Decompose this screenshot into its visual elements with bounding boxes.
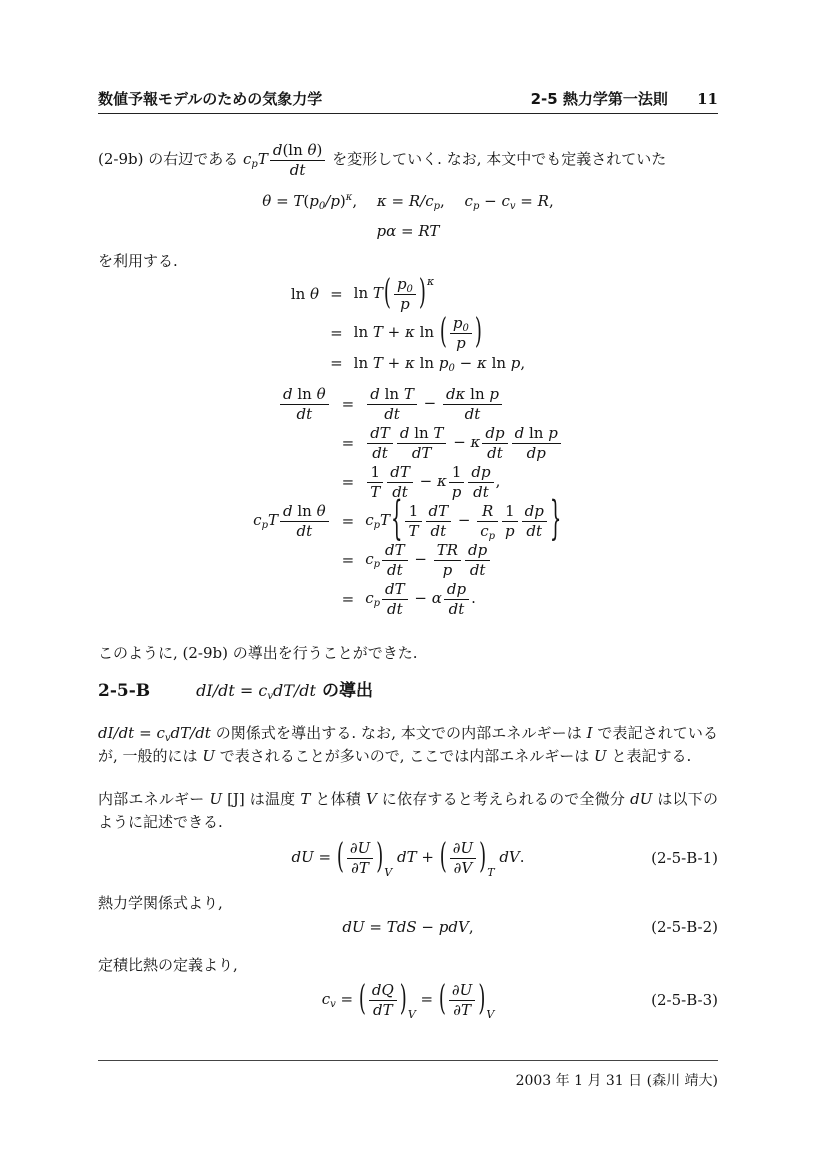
equation-body bbox=[291, 837, 525, 879]
math-token: ln bbox=[414, 354, 439, 372]
math-token: dT/dt bbox=[170, 724, 211, 742]
footer-rule bbox=[98, 1060, 718, 1061]
equation-body bbox=[321, 979, 495, 1021]
math-token: ( bbox=[303, 192, 310, 210]
math-fraction bbox=[465, 542, 490, 578]
math-token: dt bbox=[372, 443, 388, 462]
math-fraction bbox=[270, 142, 326, 178]
math-fraction bbox=[512, 425, 561, 461]
math-token: v bbox=[330, 999, 336, 1010]
math-token: , bbox=[352, 192, 377, 210]
math-token: p bbox=[400, 294, 410, 313]
math-token: d bbox=[282, 502, 293, 520]
math-token: p bbox=[373, 598, 381, 609]
math-token: V bbox=[486, 1008, 495, 1021]
math-token: . bbox=[471, 589, 476, 607]
math-token: − bbox=[453, 511, 476, 529]
math-token: + bbox=[382, 323, 406, 341]
math-token: dI/dt bbox=[98, 724, 135, 742]
math-token: dT bbox=[385, 580, 405, 598]
math-token: dt bbox=[487, 443, 503, 462]
math-fraction bbox=[444, 581, 469, 617]
math-token: T bbox=[293, 192, 304, 210]
math-token: で表されることが多いので, ここでは内部エネルギーは bbox=[214, 746, 595, 765]
math-token: pα bbox=[376, 222, 397, 240]
equation-rhs bbox=[354, 354, 526, 372]
math-token: dt bbox=[387, 599, 403, 618]
paragraph-thermo-relation: 熱力学関係式より, bbox=[98, 894, 223, 912]
header-page-number: 11 bbox=[697, 90, 718, 108]
math-token: 0 bbox=[448, 363, 455, 374]
math-token: ln bbox=[486, 354, 511, 372]
math-token: θ bbox=[316, 385, 326, 403]
equals-sign: = bbox=[330, 354, 343, 372]
math-token: dt bbox=[430, 521, 447, 540]
math-token: , bbox=[520, 354, 526, 372]
math-token: p bbox=[438, 354, 449, 372]
math-fraction bbox=[369, 982, 397, 1018]
paragraph-intro bbox=[98, 142, 718, 178]
math-token: κ bbox=[345, 192, 353, 203]
math-token: dp bbox=[471, 463, 491, 481]
math-token: ln bbox=[524, 424, 549, 442]
math-token: /p bbox=[325, 192, 340, 210]
math-token: θ bbox=[307, 141, 317, 159]
math-token: ln bbox=[379, 385, 404, 403]
math-token: ∂V bbox=[453, 858, 473, 877]
math-fraction bbox=[397, 425, 447, 461]
equation-definitions-line2 bbox=[98, 222, 718, 240]
math-token: TR bbox=[436, 541, 459, 559]
math-fraction bbox=[382, 581, 408, 617]
math-fraction bbox=[280, 503, 329, 539]
paragraph-use: を利用する. bbox=[98, 252, 178, 270]
math-token: dt bbox=[526, 521, 543, 540]
math-token: c bbox=[480, 521, 489, 540]
math-token: U bbox=[594, 746, 607, 765]
math-token: p bbox=[505, 521, 515, 540]
math-token: 1 bbox=[370, 463, 380, 481]
math-token: U bbox=[209, 790, 223, 808]
equation-lhs bbox=[278, 386, 331, 422]
math-token: = bbox=[335, 990, 358, 1008]
math-token: T bbox=[433, 424, 444, 442]
math-token: κ bbox=[405, 354, 415, 372]
math-delimiter: ( bbox=[439, 837, 447, 877]
math-token: の関係式を導出する. なお, 本文での内部エネルギーは bbox=[210, 724, 587, 742]
math-token: dt bbox=[289, 160, 306, 179]
math-token: = bbox=[134, 724, 157, 742]
math-token: dp bbox=[446, 580, 467, 598]
math-token: 1 bbox=[451, 463, 462, 481]
math-token: 内部エネルギー bbox=[98, 790, 210, 808]
paragraph-conclusion: このように, (2-9b) の導出を行うことができた. bbox=[98, 644, 418, 662]
math-token: T bbox=[487, 866, 495, 879]
math-token: で表記されているが, 一般的には bbox=[98, 724, 718, 765]
math-delimiter: ) bbox=[399, 979, 407, 1019]
math-token: = bbox=[271, 192, 294, 210]
math-token: = bbox=[313, 848, 336, 866]
math-token: T bbox=[403, 385, 414, 403]
math-token: T bbox=[372, 323, 383, 341]
math-token: d bbox=[370, 385, 380, 403]
subsection-title: の導出 bbox=[321, 681, 373, 701]
math-token: T bbox=[372, 354, 383, 372]
math-fraction bbox=[477, 502, 498, 542]
math-token: ln bbox=[353, 354, 373, 372]
math-token: T bbox=[300, 790, 311, 808]
math-token: dU bbox=[630, 790, 653, 808]
math-token: θ bbox=[262, 192, 272, 210]
math-fraction bbox=[382, 542, 408, 578]
math-token: 1 bbox=[505, 502, 515, 520]
math-fraction bbox=[347, 840, 373, 876]
math-token: ln bbox=[353, 284, 373, 302]
header-section-title: 2-5 熱力学第一法則 bbox=[530, 90, 668, 108]
math-token: c bbox=[365, 589, 374, 607]
math-token: R bbox=[481, 502, 494, 520]
math-token: dt bbox=[392, 482, 408, 501]
math-token: p bbox=[251, 159, 258, 170]
math-token: p bbox=[488, 530, 496, 542]
math-fraction bbox=[468, 464, 493, 500]
math-token: dT bbox=[411, 443, 432, 462]
math-token: . bbox=[519, 848, 525, 866]
equation-rhs bbox=[365, 425, 563, 461]
math-token: RT bbox=[418, 222, 440, 240]
math-token: dp bbox=[524, 502, 544, 520]
subsection-math bbox=[196, 681, 316, 700]
math-token: 0 bbox=[462, 323, 469, 334]
math-token: ln bbox=[414, 323, 439, 341]
equation-body bbox=[342, 918, 473, 936]
math-delimiter: ) bbox=[478, 979, 486, 1019]
math-token: − bbox=[409, 550, 432, 568]
math-token: dQ bbox=[371, 981, 394, 999]
math-token: ∂U bbox=[451, 981, 473, 999]
equals-sign: = bbox=[330, 324, 343, 342]
equation-block-lntheta bbox=[98, 273, 718, 374]
math-token: c bbox=[464, 192, 473, 210]
equation-block-dlntheta bbox=[98, 386, 718, 617]
math-token: ) bbox=[339, 192, 346, 210]
math-token: p bbox=[442, 560, 453, 579]
math-token: v bbox=[509, 201, 516, 212]
math-fraction bbox=[522, 503, 547, 539]
math-token: 1 bbox=[408, 502, 419, 520]
math-token: κ bbox=[476, 354, 487, 372]
math-token: p bbox=[373, 520, 381, 531]
header-doc-title: 数値予報モデルのための気象力学 bbox=[98, 90, 323, 108]
math-token: V bbox=[365, 790, 377, 808]
math-token: = bbox=[515, 192, 538, 210]
math-delimiter: ) bbox=[376, 837, 384, 877]
math-fraction bbox=[502, 503, 518, 539]
math-token: p bbox=[510, 354, 521, 372]
math-token: pdV bbox=[438, 918, 469, 936]
paragraph-internal-energy bbox=[98, 788, 718, 833]
math-token: dV bbox=[494, 848, 520, 866]
math-fraction bbox=[449, 982, 475, 1018]
math-token: dt bbox=[296, 521, 313, 540]
math-fraction bbox=[367, 464, 383, 500]
math-token: T bbox=[370, 482, 381, 501]
math-token: dI/dt bbox=[196, 681, 235, 700]
paragraph-specific-heat: 定積比熱の定義より, bbox=[98, 956, 238, 974]
math-token: dT bbox=[370, 424, 390, 442]
equation-rhs bbox=[365, 386, 504, 422]
math-token: dp bbox=[526, 443, 546, 462]
math-token: T bbox=[372, 284, 383, 302]
math-token: − bbox=[454, 354, 477, 372]
math-token: T bbox=[380, 511, 391, 529]
math-token: I bbox=[586, 724, 593, 742]
math-token: ln bbox=[290, 285, 311, 303]
footer-date: 2003 年 1 月 31 日 (森川 靖大) bbox=[515, 1073, 718, 1089]
math-token: p bbox=[261, 520, 268, 531]
math-token: − bbox=[448, 433, 471, 451]
math-token: p bbox=[309, 192, 319, 210]
math-token: c bbox=[253, 511, 262, 529]
equation-rhs bbox=[353, 312, 483, 352]
math-token: c bbox=[258, 681, 268, 700]
math-token: p bbox=[489, 385, 499, 403]
math-fraction bbox=[280, 386, 329, 422]
math-token: = bbox=[386, 192, 409, 210]
math-token: 0 bbox=[318, 201, 326, 212]
equation-lhs bbox=[291, 285, 319, 303]
math-token: κ bbox=[470, 433, 481, 451]
equation-rhs bbox=[365, 464, 500, 500]
math-token: − bbox=[418, 394, 441, 412]
math-token: ∂U bbox=[349, 839, 371, 857]
math-token: に依存すると考えられるので全微分 bbox=[376, 790, 631, 808]
equation-lhs bbox=[253, 503, 330, 539]
math-token: c bbox=[365, 511, 374, 529]
math-token: T bbox=[267, 511, 278, 529]
math-token: ∂U bbox=[452, 839, 474, 857]
math-token: ∂T bbox=[453, 1000, 471, 1019]
math-token: − bbox=[479, 192, 502, 210]
math-token: p bbox=[456, 333, 466, 352]
math-delimiter: ( bbox=[336, 837, 344, 877]
math-token: dt bbox=[296, 404, 313, 423]
equation-2-5-B-1 bbox=[98, 837, 718, 879]
math-token: d bbox=[272, 141, 283, 159]
math-token: = bbox=[396, 222, 419, 240]
math-token: c bbox=[321, 990, 331, 1008]
math-token: dt bbox=[464, 404, 481, 423]
math-token: θ bbox=[316, 502, 326, 520]
equation-rhs bbox=[365, 542, 492, 578]
math-token: c bbox=[365, 550, 374, 568]
equals-sign: = bbox=[341, 395, 355, 413]
math-token: c bbox=[156, 724, 165, 742]
math-token: d bbox=[514, 424, 525, 442]
math-delimiter: ) bbox=[474, 312, 482, 352]
math-token: R/c bbox=[408, 192, 434, 210]
equation-tag: (2-5-B-1) bbox=[651, 849, 718, 867]
math-delimiter: ( bbox=[438, 979, 446, 1019]
math-token: p bbox=[433, 201, 440, 212]
math-token: κ bbox=[426, 275, 435, 288]
page-header bbox=[98, 88, 718, 114]
math-token: − bbox=[414, 472, 437, 490]
math-token: U bbox=[202, 746, 215, 765]
math-token: ln bbox=[465, 385, 490, 403]
header-section-area bbox=[531, 88, 718, 109]
math-delimiter: ) bbox=[479, 837, 487, 877]
math-token: = bbox=[364, 918, 387, 936]
math-fraction bbox=[367, 386, 417, 422]
math-token: は以下のように記述できる. bbox=[98, 790, 718, 831]
math-token: α bbox=[431, 589, 442, 607]
equation-tag: (2-5-B-2) bbox=[651, 918, 718, 936]
math-token: ln bbox=[292, 502, 317, 520]
math-token: dT/dt bbox=[272, 681, 316, 700]
math-token: , bbox=[468, 918, 474, 936]
math-fraction bbox=[405, 503, 421, 539]
math-token: p bbox=[373, 559, 381, 570]
math-token: , bbox=[495, 472, 501, 490]
math-token: dp bbox=[485, 424, 505, 442]
equation-rhs bbox=[353, 273, 435, 313]
math-token: ) bbox=[316, 141, 323, 159]
math-token: ln bbox=[292, 385, 317, 403]
math-token: dt bbox=[384, 404, 400, 423]
math-token: V bbox=[407, 1008, 416, 1021]
math-token: p bbox=[451, 482, 462, 501]
math-token: と表記する. bbox=[606, 746, 692, 765]
math-fraction bbox=[482, 425, 507, 461]
paragraph-derivation-intro bbox=[98, 722, 718, 767]
math-token: dU bbox=[291, 848, 314, 866]
math-token: dT bbox=[373, 1000, 393, 1019]
math-token: p bbox=[396, 275, 407, 293]
math-token: + bbox=[416, 848, 439, 866]
math-token: R bbox=[537, 192, 549, 210]
math-fraction bbox=[367, 425, 393, 461]
equals-sign: = bbox=[341, 512, 355, 530]
equals-sign: = bbox=[341, 590, 355, 608]
equation-tag: (2-5-B-3) bbox=[651, 991, 718, 1009]
equals-sign: = bbox=[341, 473, 355, 491]
math-token: v bbox=[267, 691, 273, 702]
math-token: = bbox=[234, 681, 259, 700]
math-token: を変形していく. なお, 本文中でも定義されていた bbox=[327, 150, 667, 168]
math-token: d bbox=[282, 385, 293, 403]
math-token: dp bbox=[468, 541, 488, 559]
math-fraction bbox=[426, 503, 452, 539]
math-delimiter: ( bbox=[383, 273, 391, 313]
equation-2-5-B-3 bbox=[98, 979, 718, 1021]
subsection-heading bbox=[98, 676, 718, 701]
math-token: TdS bbox=[386, 918, 417, 936]
math-token: dT bbox=[385, 541, 405, 559]
math-token: p bbox=[452, 314, 463, 332]
math-token: d bbox=[399, 424, 410, 442]
math-token: ln bbox=[409, 424, 434, 442]
math-token: κ bbox=[436, 472, 447, 490]
math-token: dt bbox=[387, 560, 403, 579]
math-token: dT bbox=[392, 848, 417, 866]
equals-sign: = bbox=[341, 434, 355, 452]
math-token: p bbox=[472, 201, 480, 212]
math-token: dt bbox=[448, 599, 465, 618]
math-fraction bbox=[450, 840, 476, 876]
math-fraction bbox=[434, 542, 461, 578]
math-delimiter: ( bbox=[358, 979, 366, 1019]
math-token: dU bbox=[342, 918, 365, 936]
math-token: c bbox=[243, 150, 252, 168]
equation-2-5-B-2 bbox=[98, 918, 718, 936]
math-token: c bbox=[501, 192, 510, 210]
math-token: (2-9b) の右辺である bbox=[98, 150, 243, 168]
math-delimiter: ) bbox=[418, 273, 426, 313]
math-token: dT bbox=[390, 463, 410, 481]
math-token: , bbox=[548, 192, 554, 210]
math-token: + bbox=[382, 354, 406, 372]
math-token: − bbox=[416, 918, 439, 936]
math-fraction bbox=[443, 386, 502, 422]
equation-definitions-line1 bbox=[98, 192, 718, 210]
math-token: − bbox=[409, 589, 432, 607]
math-token: , bbox=[440, 192, 465, 210]
math-token: と体積 bbox=[310, 790, 366, 808]
math-token: dκ bbox=[445, 385, 466, 403]
math-fraction bbox=[394, 276, 416, 312]
math-token: dt bbox=[469, 560, 486, 579]
math-token: V bbox=[384, 866, 393, 879]
subsection-number: 2-5-B bbox=[98, 681, 151, 701]
page-content bbox=[98, 0, 718, 1169]
math-token: κ bbox=[405, 323, 415, 341]
math-fraction bbox=[450, 315, 472, 351]
math-token: p bbox=[548, 424, 558, 442]
math-token: [J] は温度 bbox=[222, 790, 301, 808]
math-token: dt bbox=[473, 482, 489, 501]
math-token: 0 bbox=[406, 284, 413, 295]
math-delimiter: { bbox=[391, 492, 403, 547]
math-token: T bbox=[257, 150, 268, 168]
math-token: (ln bbox=[282, 141, 308, 159]
math-token: ∂T bbox=[351, 858, 369, 877]
page-footer bbox=[98, 1060, 718, 1090]
math-token: T bbox=[408, 521, 419, 540]
math-token: = bbox=[415, 990, 438, 1008]
math-token: κ bbox=[376, 192, 387, 210]
math-delimiter: ( bbox=[439, 312, 447, 352]
equation-rhs bbox=[365, 581, 476, 617]
math-token: dT bbox=[428, 502, 449, 520]
math-token: ln bbox=[353, 323, 373, 341]
math-token: v bbox=[164, 733, 171, 744]
math-fraction bbox=[449, 464, 465, 500]
equals-sign: = bbox=[330, 285, 343, 303]
equation-rhs bbox=[365, 492, 562, 547]
math-delimiter: } bbox=[549, 492, 562, 547]
math-token: θ bbox=[310, 285, 320, 303]
equals-sign: = bbox=[341, 551, 355, 569]
